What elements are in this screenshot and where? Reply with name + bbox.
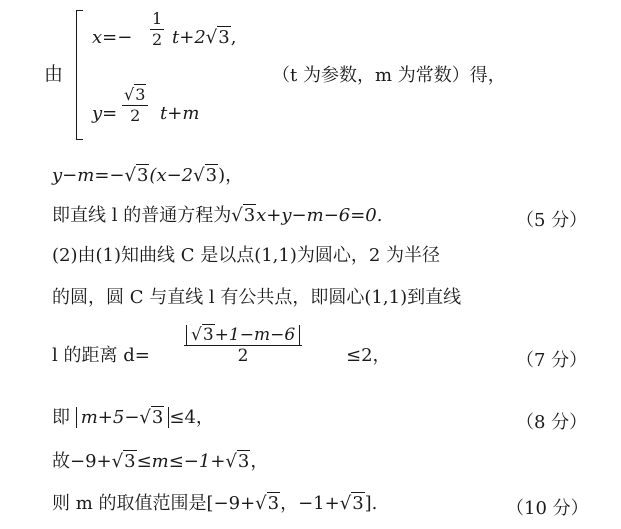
line3-close: )，: [218, 165, 244, 186]
sqrt-sign: √: [205, 27, 218, 48]
eq2-num-sqrt: [124, 86, 146, 104]
system-brace: [76, 10, 87, 140]
sqrt-sign: √: [124, 165, 136, 186]
eq2-num-sqrt-val: 3: [135, 85, 146, 104]
line10-pre: 则 m 的取值范围是[−9+: [52, 493, 256, 514]
line10-post: ].: [364, 493, 378, 514]
line10-sqrt2: [340, 494, 365, 514]
eq2-rhs: t+m: [160, 103, 200, 124]
line7-num-rest: +1−m−6: [214, 325, 296, 345]
you-char: 由: [44, 63, 64, 85]
eq2-frac-den: 2: [130, 106, 141, 125]
line4-pre: 即直线 l 的普通方程为: [52, 205, 232, 226]
eq1-tail: ,: [230, 27, 237, 48]
line4-sqrt: [231, 206, 256, 226]
line9-pre: 故−9+: [52, 451, 112, 472]
eq1-rhs: [172, 28, 236, 48]
sqrt-sign: √: [255, 493, 267, 514]
eq1-sqrt-val: 3: [218, 27, 230, 48]
line7-den: 2: [237, 346, 249, 366]
eq2-frac-num: [122, 86, 148, 104]
eq1-frac-num: 1: [152, 9, 163, 28]
line3-sqrt: [124, 166, 149, 186]
line8-pre: 即: [52, 407, 70, 428]
sqrt-sign: √: [111, 451, 124, 472]
line9-sqrt-val: 3: [124, 451, 136, 472]
eq1-lhs: x=−: [92, 27, 133, 48]
line3-paren: (x−2: [149, 165, 194, 186]
line7-num: [184, 326, 302, 344]
line4: [52, 206, 382, 226]
line9-sqrt2-val: 3: [237, 451, 250, 472]
line3-sqrt2-val: 3: [205, 165, 218, 186]
line7-abs: [186, 325, 300, 345]
line8-sqrt-val: 3: [151, 407, 164, 428]
line9-sqrt2: [225, 452, 250, 472]
line4-sqrt-val: 3: [243, 205, 256, 226]
sqrt-sign: √: [124, 85, 135, 104]
score-10: （10 分）: [506, 498, 589, 519]
eq1-fraction: [150, 10, 164, 49]
line3-sqrt2: [193, 166, 218, 186]
score-5: （5 分）: [516, 210, 588, 231]
line10: [52, 494, 377, 514]
line9-post: ，: [250, 451, 269, 472]
line7-num-sqrt-val: 3: [202, 325, 214, 345]
line3-sqrt-val: 3: [136, 165, 149, 186]
eq1-rhs-text: t+2: [172, 27, 206, 48]
sqrt-sign: √: [339, 493, 352, 514]
line8: [52, 408, 214, 428]
line9-sqrt: [112, 452, 137, 472]
line9-mid: ≤m≤−1+: [136, 451, 226, 472]
line6: 的圆，圆 C 与直线 l 有公共点，即圆心(1,1)到直线: [52, 287, 462, 308]
eq1-sqrt: [206, 28, 231, 48]
line8-abs: [76, 407, 170, 428]
line4-post: x+y−m−6=0.: [256, 205, 383, 226]
sqrt-sign: √: [139, 407, 151, 428]
eq2-lhs: y=: [92, 103, 118, 124]
line7-post: ≤2，: [346, 345, 391, 366]
sqrt-sign: √: [225, 451, 237, 472]
param-note: （t 为参数，m 为常数）得，: [272, 65, 506, 86]
line10-sqrt: [255, 494, 280, 514]
line7-pre: l 的距离 d=: [52, 345, 150, 366]
eq1-frac-den: 2: [152, 30, 163, 49]
sqrt-sign: √: [231, 205, 243, 226]
line9: [52, 452, 268, 472]
line5: (2)由(1)知曲线 C 是以点(1,1)为圆心，2 为半径: [52, 245, 441, 266]
line8-sqrt: [139, 408, 164, 428]
sqrt-sign: √: [191, 325, 202, 345]
line7-fraction: [184, 326, 302, 365]
line7-num-sqrt: [191, 326, 215, 344]
line8-abs-pre: m+5−: [80, 407, 140, 428]
eq2-fraction: [122, 86, 148, 125]
line8-post: ≤4，: [169, 407, 214, 428]
line10-sqrt-val: 3: [267, 493, 280, 514]
line10-mid: ，−1+: [280, 493, 340, 514]
line3-lhs: y−m=−: [52, 165, 125, 186]
line3: [52, 166, 243, 186]
score-8: （8 分）: [516, 412, 588, 433]
line10-sqrt2-val: 3: [352, 493, 364, 514]
sqrt-sign: √: [193, 165, 205, 186]
score-7: （7 分）: [516, 350, 588, 371]
